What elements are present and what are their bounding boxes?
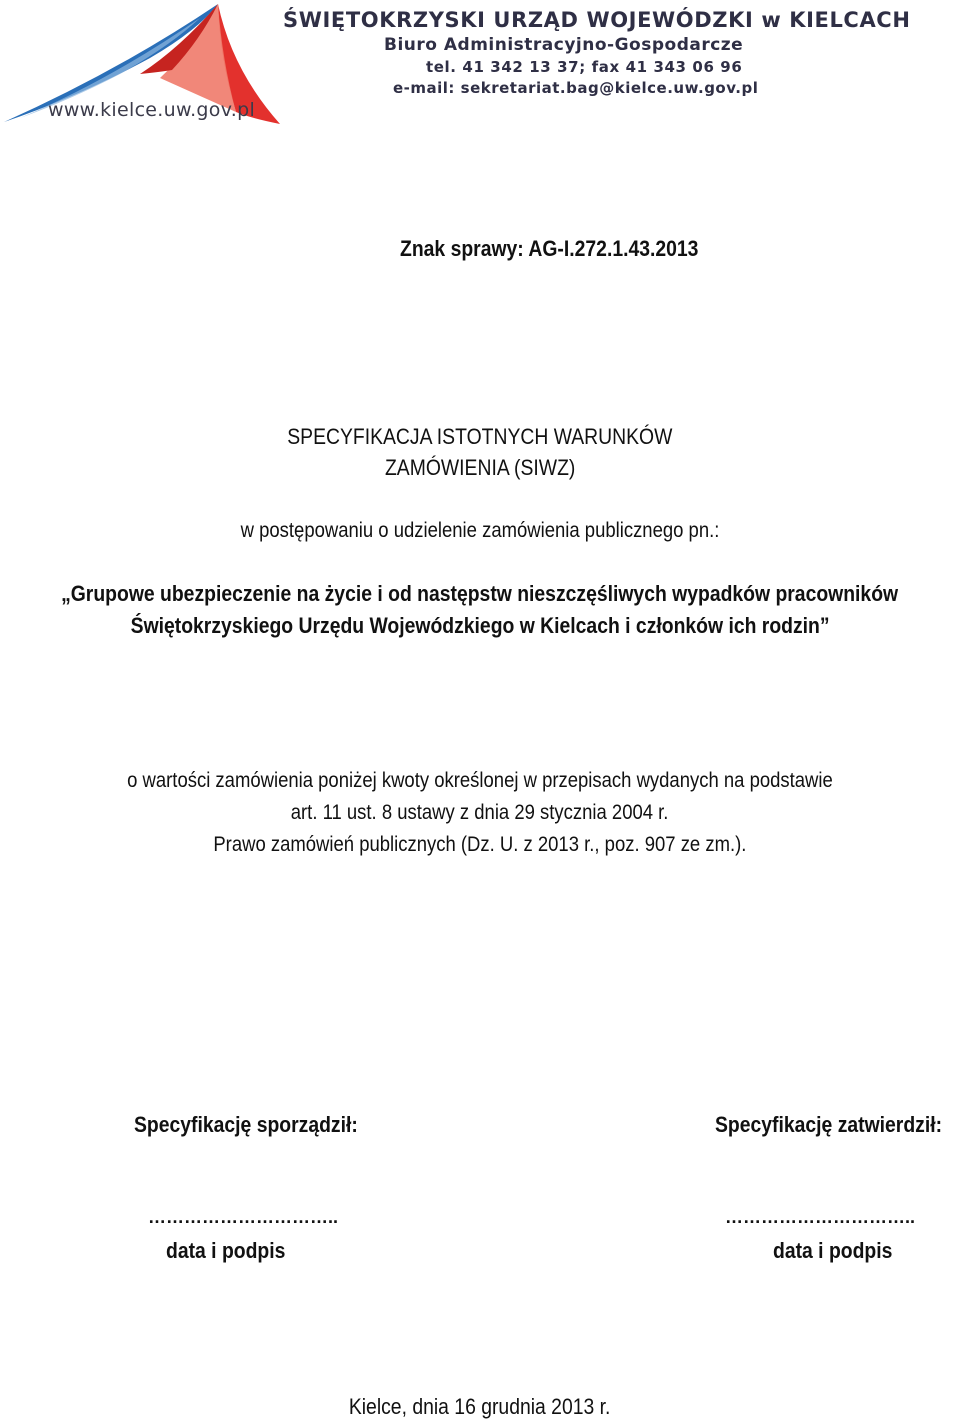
value-line-3 bbox=[0, 833, 960, 857]
approved-by-caption: data i podpis bbox=[773, 1238, 893, 1263]
place-and-date-text: Kielce, dnia 16 grudnia 2013 r. bbox=[349, 1394, 611, 1419]
logo-url-text: www.kielce.uw.gov.pl bbox=[48, 99, 256, 121]
office-name: Biuro Administracyjno-Gospodarcze bbox=[384, 35, 744, 55]
document-title-line-2 bbox=[0, 455, 960, 481]
prepared-by-signature-line: ………………………….. bbox=[148, 1207, 339, 1227]
value-line-2 bbox=[0, 801, 960, 825]
procedure-intro bbox=[0, 519, 960, 543]
prepared-by-caption: data i podpis bbox=[166, 1238, 286, 1263]
approved-by-signature-line: ………………………….. bbox=[725, 1207, 916, 1227]
subject-line-2 bbox=[0, 613, 960, 639]
subject-line-1 bbox=[0, 581, 960, 607]
email-address: e-mail: sekretariat.bag@kielce.uw.gov.pl bbox=[393, 79, 759, 97]
document-title-line-1 bbox=[0, 424, 960, 450]
value-line-2-text: art. 11 ust. 8 ustawy z dnia 29 stycznia 2004 r. bbox=[291, 801, 669, 824]
subject-line-1-text: „Grupowe ubezpieczenie na życie i od następstw nieszczęśliwych wypadków pracowników bbox=[61, 581, 899, 606]
value-line-3-text: Prawo zamówień publicznych (Dz. U. z 2013 r., poz. 907 ze zm.). bbox=[213, 833, 747, 856]
value-line-1-text: o wartości zamówienia poniżej kwoty określonej w przepisach wydanych na podstawie bbox=[127, 769, 833, 792]
prepared-by-label: Specyfikację sporządził: bbox=[134, 1112, 358, 1137]
letterhead bbox=[283, 8, 911, 97]
value-line-1 bbox=[0, 769, 960, 793]
procedure-intro-text: w postępowaniu o udzielenie zamówienia publicznego pn.: bbox=[240, 519, 720, 542]
place-and-date bbox=[0, 1394, 960, 1420]
subject-line-2-text: Świętokrzyskiego Urzędu Wojewódzkiego w Kielcach i członków ich rodzin” bbox=[130, 613, 830, 638]
phone-fax: tel. 41 342 13 37; fax 41 343 06 96 bbox=[426, 58, 743, 76]
approved-by-label: Specyfikację zatwierdził: bbox=[715, 1112, 943, 1137]
title-line-1-text: SPECYFIKACJA ISTOTNYCH WARUNKÓW bbox=[287, 424, 673, 449]
title-line-2-text: ZAMÓWIENIA (SIWZ) bbox=[384, 455, 576, 480]
logo bbox=[0, 0, 290, 128]
case-number: Znak sprawy: AG-I.272.1.43.2013 bbox=[400, 236, 699, 261]
institution-name: ŚWIĘTOKRZYSKI URZĄD WOJEWÓDZKI w KIELCACH bbox=[283, 8, 911, 32]
